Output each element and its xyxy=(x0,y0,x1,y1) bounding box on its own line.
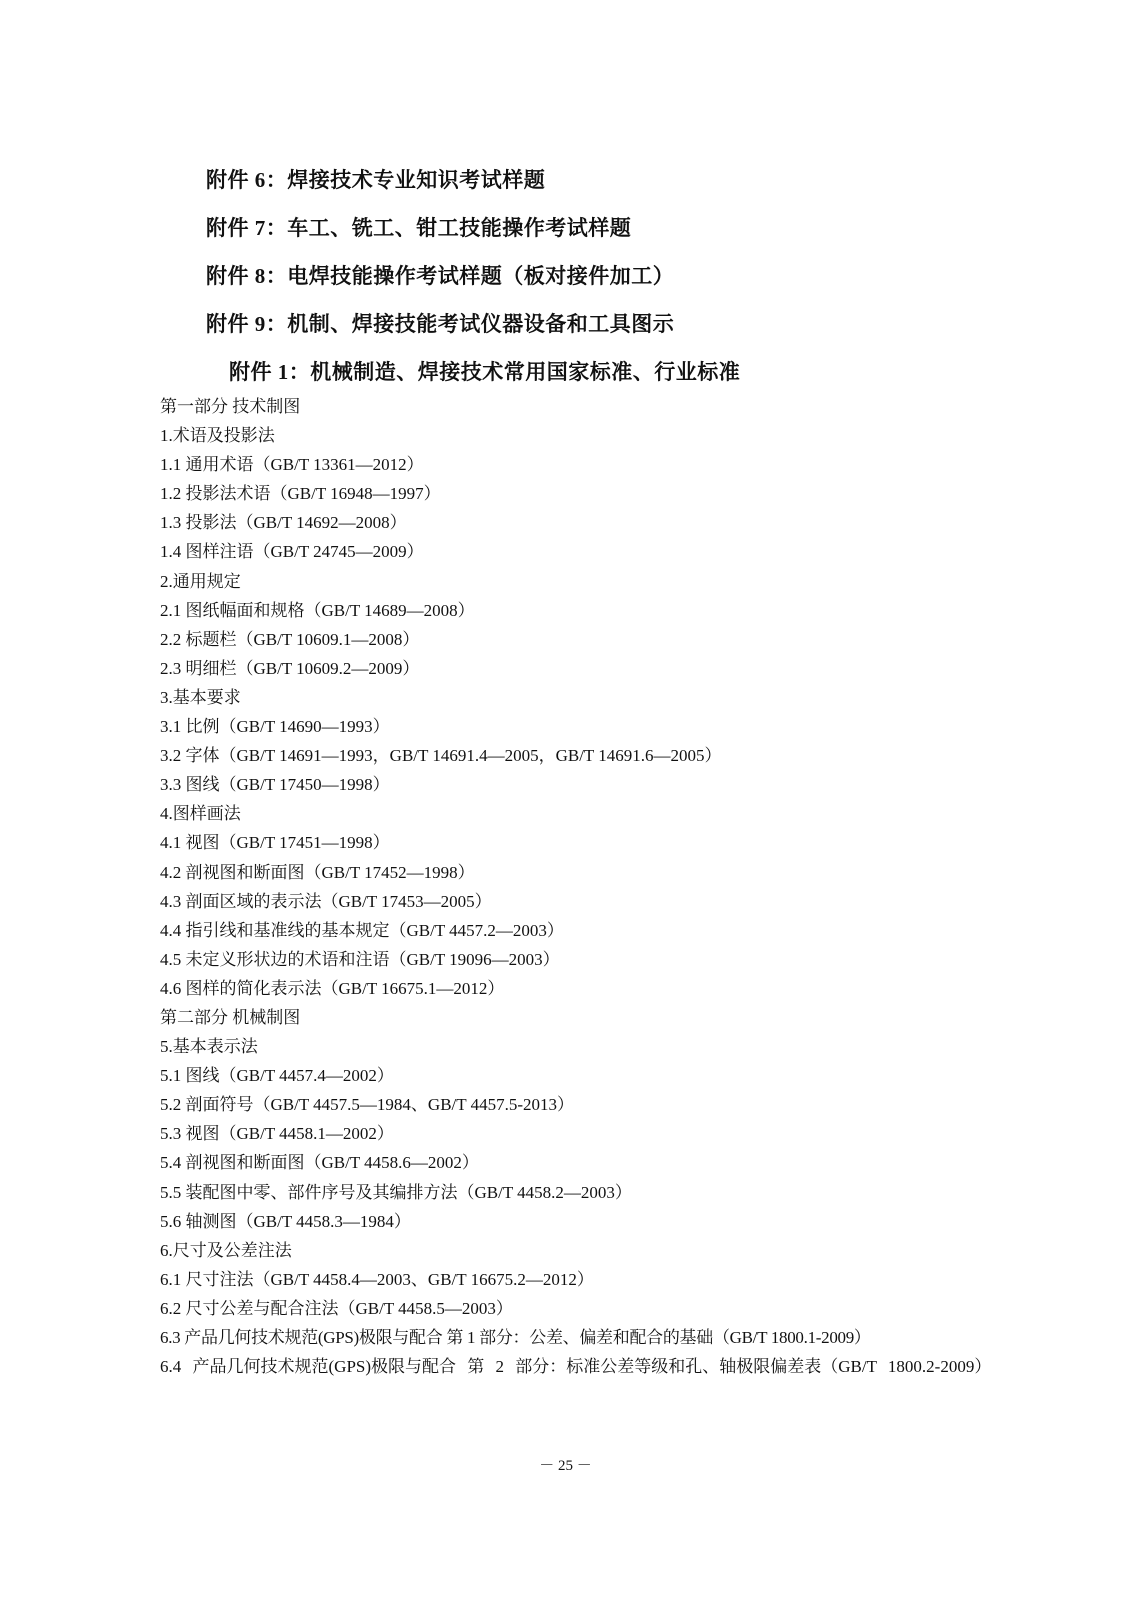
standard-item: 5.3 视图（GB/T 4458.1—2002） xyxy=(160,1124,394,1144)
standard-item: 2.3 明细栏（GB/T 10609.2—2009） xyxy=(160,658,420,678)
standard-item: 4.4 指引线和基准线的基本规定（GB/T 4457.2—2003） xyxy=(160,920,564,940)
chapter-heading: 5.基本表示法 xyxy=(160,1037,258,1057)
standard-item: 6.4 产品几何技术规范(GPS)极限与配合 第 2 部分：标准公差等级和孔、轴极限偏差表（GB/T 1800.2-2009） xyxy=(160,1357,992,1377)
standard-item: 5.6 轴测图（GB/T 4458.3—1984） xyxy=(160,1211,411,1231)
standard-item: 6.2 尺寸公差与配合注法（GB/T 4458.5—2003） xyxy=(160,1298,513,1318)
standards-list xyxy=(160,392,990,1381)
standard-item: 1.4 图样注语（GB/T 24745—2009） xyxy=(160,542,424,562)
part-heading: 第一部分 技术制图 xyxy=(160,397,301,416)
chapter-heading: 6.尺寸及公差注法 xyxy=(160,1240,292,1260)
standard-item: 6.1 尺寸注法（GB/T 4458.4—2003、GB/T 16675.2—2012） xyxy=(160,1269,594,1289)
annex-item: 附件 6：焊接技术专业知识考试样题 xyxy=(206,168,546,192)
standard-item: 5.5 装配图中零、部件序号及其编排方法（GB/T 4458.2—2003） xyxy=(160,1182,632,1202)
standard-item: 2.1 图纸幅面和规格（GB/T 14689—2008） xyxy=(160,600,475,620)
standard-item: 3.3 图线（GB/T 17450—1998） xyxy=(160,775,390,795)
standard-item: 2.2 标题栏（GB/T 10609.1—2008） xyxy=(160,629,420,649)
annex-1-heading: 附件 1：机械制造、焊接技术常用国家标准、行业标准 xyxy=(229,360,741,384)
standard-item: 1.1 通用术语（GB/T 13361—2012） xyxy=(160,455,424,475)
standard-item: 4.5 未定义形状边的术语和注语（GB/T 19096—2003） xyxy=(160,949,560,969)
standard-item: 3.2 字体（GB/T 14691—1993，GB/T 14691.4—2005，GB/T 14691.6—2005） xyxy=(160,746,722,766)
part-heading: 第二部分 机械制图 xyxy=(160,1007,301,1027)
standard-item: 3.1 比例（GB/T 14690—1993） xyxy=(160,717,390,737)
standard-item: 5.2 剖面符号（GB/T 4457.5—1984、GB/T 4457.5-2013） xyxy=(160,1095,574,1115)
standard-item: 1.3 投影法（GB/T 14692—2008） xyxy=(160,513,407,533)
page-number: － 25 － xyxy=(539,1458,592,1474)
chapter-heading: 2.通用规定 xyxy=(160,571,241,591)
chapter-heading: 4.图样画法 xyxy=(160,804,241,824)
standard-item: 5.4 剖视图和断面图（GB/T 4458.6—2002） xyxy=(160,1153,479,1173)
standard-item: 4.1 视图（GB/T 17451—1998） xyxy=(160,833,390,853)
standard-item: 1.2 投影法术语（GB/T 16948—1997） xyxy=(160,484,441,504)
annex-item: 附件 7：车工、铣工、钳工技能操作考试样题 xyxy=(206,216,632,240)
standard-item: 4.3 剖面区域的表示法（GB/T 17453—2005） xyxy=(160,891,492,911)
standard-item: 6.3 产品几何技术规范(GPS)极限与配合 第 1 部分：公差、偏差和配合的基础（GB/T 1800.1-2009） xyxy=(160,1328,871,1347)
chapter-heading: 3.基本要求 xyxy=(160,687,241,707)
standard-item: 5.1 图线（GB/T 4457.4—2002） xyxy=(160,1066,394,1086)
standard-item: 4.2 剖视图和断面图（GB/T 17452—1998） xyxy=(160,862,475,882)
annex-item: 附件 9：机制、焊接技能考试仪器设备和工具图示 xyxy=(206,312,675,336)
annex-item: 附件 8：电焊技能操作考试样题（板对接件加工） xyxy=(206,264,675,288)
chapter-heading: 1.术语及投影法 xyxy=(160,426,275,446)
standard-item: 4.6 图样的简化表示法（GB/T 16675.1—2012） xyxy=(160,978,505,998)
annex-list xyxy=(206,160,674,352)
